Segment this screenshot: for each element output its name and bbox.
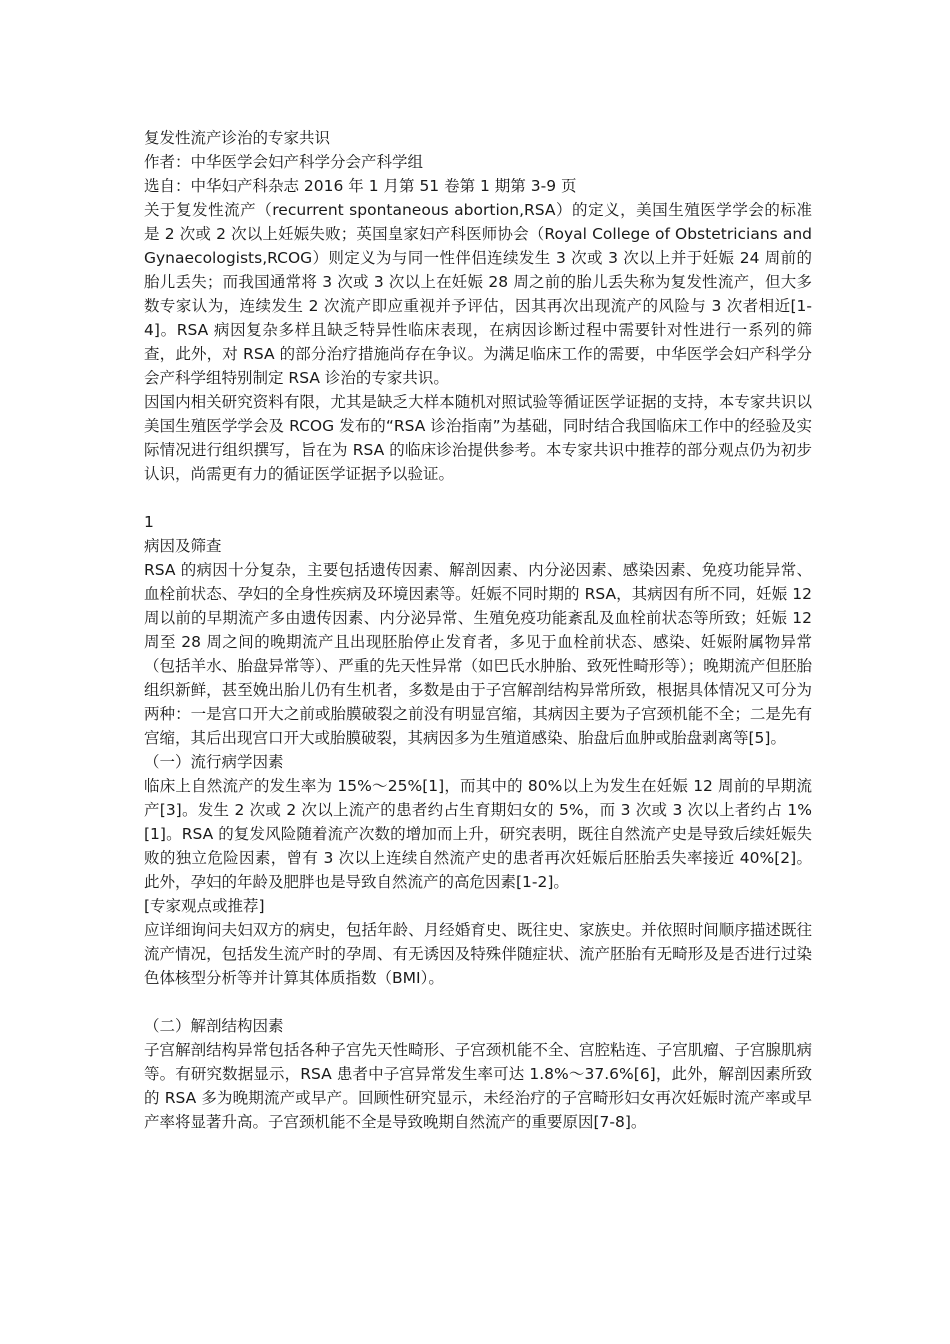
expert-opinion-label: [专家观点或推荐]: [144, 897, 265, 915]
subsection-2-paragraph: 子宫解剖结构异常包括各种子宫先天性畸形、子宫颈机能不全、宫腔粘连、子宫肌瘤、子宫腺肌病等。有研究数据显示，RSA 患者中子宫异常发生率可达 1.8%～37.6%[6]，此外，解剖因素所致的 RSA 多为晚期流产或早产。回顾性研究显示，未经治疗的子宫畸形妇女再次妊娠时流产率或早产率将显著升高。子宫颈机能不全是导致晚期自然流产的重要原因[7-8]。: [144, 1041, 812, 1131]
blank-line: [144, 486, 812, 510]
section-1-number: 1: [144, 513, 154, 531]
document-source: 选自：中华妇产科杂志 2016 年 1 月第 51 卷第 1 期第 3-9 页: [144, 177, 577, 195]
document-author: 作者：中华医学会妇产科学分会产科学组: [144, 153, 424, 171]
intro-paragraph-1: 关于复发性流产（recurrent spontaneous abortion,RSA）的定义，美国生殖医学学会的标准是 2 次或 2 次以上妊娠失败；英国皇家妇产科医师协会（Royal College of Obstetricians and Gynaecologists,RCOG）则定义为与同一性伴侣连续发生 3 次或 3 次以上并于妊娠 24 周前的胎儿丢失；而我国通常将 3 次或 3 次以上在妊娠 28 周之前的胎儿丢失称为复发性流产，但大多数专家认为，连续发生 2 次流产即应重视并予评估，因其再次出现流产的风险与 3 次者相近[1-4]。RSA 病因复杂多样且缺乏特异性临床表现，在病因诊断过程中需要针对性进行一系列的筛查，此外，对 RSA 的部分治疗措施尚存在争议。为满足临床工作的需要，中华医学会妇产科学分会产科学组特别制定 RSA 诊治的专家共识。: [144, 201, 812, 387]
subsection-2-title: （二）解剖结构因素: [144, 1017, 284, 1035]
expert-opinion-paragraph: 应详细询问夫妇双方的病史，包括年龄、月经婚育史、既往史、家族史。并依照时间顺序描述既往流产情况，包括发生流产时的孕周、有无诱因及特殊伴随症状、流产胚胎有无畸形及是否进行过染色体核型分析等并计算其体质指数（BMI）。: [144, 921, 812, 987]
section-1-title: 病因及筛查: [144, 537, 222, 555]
document-page: [144, 126, 812, 1134]
intro-paragraph-2: 因国内相关研究资料有限，尤其是缺乏大样本随机对照试验等循证医学证据的支持，本专家共识以美国生殖医学学会及 RCOG 发布的“RSA 诊治指南”为基础，同时结合我国临床工作中的经验及实际情况进行组织撰写，旨在为 RSA 的临床诊治提供参考。本专家共识中推荐的部分观点仍为初步认识，尚需更有力的循证医学证据予以验证。: [144, 393, 812, 483]
subsection-1-paragraph: 临床上自然流产的发生率为 15%～25%[1]，而其中的 80%以上为发生在妊娠 12 周前的早期流产[3]。发生 2 次或 2 次以上流产的患者约占生育期妇女的 5%，而 3 次或 3 次以上者约占 1%[1]。RSA 的复发风险随着流产次数的增加而上升，研究表明，既往自然流产史是导致后续妊娠失败的独立危险因素，曾有 3 次以上连续自然流产史的患者再次妊娠后胚胎丢失率接近 40%[2]。此外，孕妇的年龄及肥胖也是导致自然流产的高危因素[1-2]。: [144, 777, 812, 891]
section-1-paragraph: RSA 的病因十分复杂，主要包括遗传因素、解剖因素、内分泌因素、感染因素、免疫功能异常、血栓前状态、孕妇的全身性疾病及环境因素等。妊娠不同时期的 RSA，其病因有所不同，妊娠 12 周以前的早期流产多由遗传因素、内分泌异常、生殖免疫功能紊乱及血栓前状态等所致；妊娠 12 周至 28 周之间的晚期流产且出现胚胎停止发育者，多见于血栓前状态、感染、妊娠附属物异常（包括羊水、胎盘异常等）、严重的先天性异常（如巴氏水肿胎、致死性畸形等）；晚期流产但胚胎组织新鲜，甚至娩出胎儿仍有生机者，多数是由于子宫解剖结构异常所致，根据具体情况又可分为两种：一是宫口开大之前或胎膜破裂之前没有明显宫缩，其病因主要为子宫颈机能不全；二是先有宫缩，其后出现宫口开大或胎膜破裂，其病因多为生殖道感染、胎盘后血肿或胎盘剥离等[5]。: [144, 561, 812, 747]
blank-line: [144, 990, 812, 1014]
subsection-1-title: （一）流行病学因素: [144, 753, 284, 771]
document-title: 复发性流产诊治的专家共识: [144, 129, 331, 147]
